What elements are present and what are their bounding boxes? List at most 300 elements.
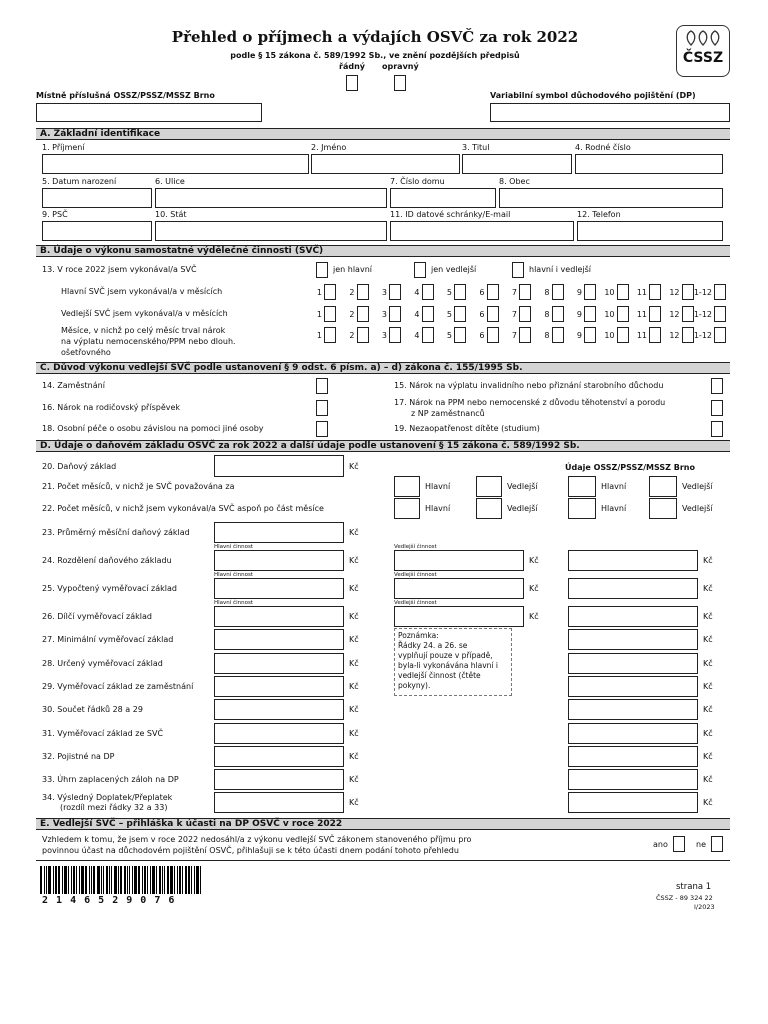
r20-kc: Kč <box>349 462 359 471</box>
ossz-field[interactable] <box>36 103 262 122</box>
barcode-bar <box>58 866 60 894</box>
r22-hlavni-label: Hlavní <box>425 504 451 513</box>
ossz-r33-kc: Kč <box>703 775 713 784</box>
r21-vedlejsi-label: Vedlejší <box>507 482 538 491</box>
ossz-r26-field[interactable] <box>568 606 698 627</box>
ossz-r30-field[interactable] <box>568 699 698 720</box>
prijmeni-field[interactable] <box>42 154 309 174</box>
r21-vedlejsi-field[interactable] <box>476 476 502 497</box>
r25-label: 25. Vypočtený vyměřovací základ <box>42 584 177 593</box>
month-checkbox-vedlejsi[interactable] <box>714 306 726 322</box>
barcode-bar <box>79 866 80 894</box>
r21-ossz-hlavni-field[interactable] <box>568 476 596 497</box>
nemocenske-mesice-label-3: ošetřovného <box>61 348 111 357</box>
barcode-bar <box>150 866 151 894</box>
vedlejsi-mesice-label: Vedlejší SVČ jsem vykonával/a v měsících <box>61 309 228 318</box>
month-checkbox-vedlejsi[interactable] <box>487 306 499 322</box>
r34-field[interactable] <box>214 792 344 813</box>
month-label-vedlejsi: 1 <box>316 310 322 319</box>
month-checkbox-hlavni[interactable] <box>357 284 369 300</box>
month-label-hlavni: 1-12 <box>693 288 712 297</box>
month-label-nemocenske: 1 <box>316 331 322 340</box>
jen-vedlejsi-label: jen vedlejší <box>431 265 477 274</box>
ne-label: ne <box>696 840 706 849</box>
section-d-header: D. Údaje o daňovém základu OSVČ za rok 2022 a další údaje podle ustanovení § 15 zákona č. 589/1992 Sb. <box>36 440 730 452</box>
r31-kc: Kč <box>349 729 359 738</box>
cssz-logo <box>676 25 730 77</box>
barcode-bar <box>194 866 195 894</box>
r22-ossz-hlavni-field[interactable] <box>568 498 596 519</box>
barcode-bar <box>162 866 163 894</box>
month-label-nemocenske: 1-12 <box>693 331 712 340</box>
barcode-bar <box>179 866 181 894</box>
month-label-hlavni: 9 <box>576 288 582 297</box>
month-checkbox-vedlejsi[interactable] <box>649 306 661 322</box>
r21-ossz-vedlejsi-label: Vedlejší <box>682 482 713 491</box>
month-checkbox-nemocenske[interactable] <box>324 327 336 343</box>
r34-kc: Kč <box>349 798 359 807</box>
r21-hlavni-field[interactable] <box>394 476 420 497</box>
form-subtitle: podle § 15 zákona č. 589/1992 Sb., ve znění pozdějších předpisů <box>230 51 520 60</box>
radny-checkbox[interactable] <box>346 75 358 91</box>
r21-label: 21. Počet měsíců, v nichž je SVČ považována za <box>42 482 235 491</box>
barcode-bar <box>48 866 51 894</box>
month-checkbox-nemocenske[interactable] <box>552 327 564 343</box>
barcode-bar <box>127 866 128 894</box>
barcode-bar <box>134 866 137 894</box>
ossz-r28-kc: Kč <box>703 659 713 668</box>
month-checkbox-vedlejsi[interactable] <box>584 306 596 322</box>
logo-text: ČSSZ <box>682 50 724 66</box>
ulice-field[interactable] <box>155 188 387 208</box>
month-label-vedlejsi: 8 <box>544 310 550 319</box>
ossz-r31-field[interactable] <box>568 723 698 744</box>
r27-field[interactable] <box>214 629 344 650</box>
ossz-r28-field[interactable] <box>568 653 698 674</box>
barcode-bar <box>64 866 67 894</box>
label-prijmeni: 1. Příjmení <box>42 143 85 152</box>
cislo-domu-field[interactable] <box>390 188 496 208</box>
month-label-hlavni: 5 <box>446 288 452 297</box>
r29-field[interactable] <box>214 676 344 697</box>
month-checkbox-hlavni[interactable] <box>552 284 564 300</box>
month-checkbox-nemocenske[interactable] <box>649 327 661 343</box>
titul-field[interactable] <box>462 154 572 174</box>
barcode-bar <box>106 866 108 894</box>
barcode-bar <box>144 866 146 894</box>
r33-label: 33. Úhrn zaplacených záloh na DP <box>42 775 179 784</box>
ossz-r34-kc: Kč <box>703 798 713 807</box>
month-label-hlavni: 3 <box>381 288 387 297</box>
label-datum-narozeni: 5. Datum narození <box>42 177 117 186</box>
ossz-r27-kc: Kč <box>703 635 713 644</box>
r21-ossz-vedlejsi-field[interactable] <box>649 476 677 497</box>
month-checkbox-hlavni[interactable] <box>324 284 336 300</box>
barcode-bar <box>164 866 165 894</box>
label-obec: 8. Obec <box>499 177 530 186</box>
month-checkbox-nemocenske[interactable] <box>487 327 499 343</box>
barcode-bar <box>91 866 92 894</box>
month-checkbox-vedlejsi[interactable] <box>519 306 531 322</box>
note-line: Řádky 24. a 26. se <box>398 641 468 650</box>
month-label-nemocenske: 11 <box>636 331 647 340</box>
barcode-bar <box>81 866 84 894</box>
c16-label: 16. Nárok na rodičovský příspěvek <box>42 403 181 412</box>
month-checkbox-hlavni[interactable] <box>487 284 499 300</box>
r23-kc: Kč <box>349 528 359 537</box>
opravny-label: opravný <box>382 62 419 71</box>
month-label-hlavni: 1 <box>316 288 322 297</box>
jen-vedlejsi-checkbox[interactable] <box>414 262 426 278</box>
month-label-hlavni: 10 <box>604 288 615 297</box>
stat-field[interactable] <box>155 221 387 241</box>
barcode-bar <box>89 866 90 894</box>
month-label-vedlejsi: 11 <box>636 310 647 319</box>
r24-hlavni-caption: Hlavní činnost <box>214 544 253 550</box>
month-label-nemocenske: 8 <box>544 331 550 340</box>
month-label-hlavni: 2 <box>349 288 355 297</box>
r22-label: 22. Počet měsíců, v nichž jsem vykonával/a SVČ aspoň po část měsíce <box>42 504 324 513</box>
form-version: I/2023 <box>694 903 715 911</box>
barcode-bar <box>73 866 75 894</box>
ossz-r32-kc: Kč <box>703 752 713 761</box>
month-checkbox-hlavni[interactable] <box>454 284 466 300</box>
month-label-hlavni: 8 <box>544 288 550 297</box>
barcode-bar <box>93 866 95 894</box>
r22-ossz-vedlejsi-field[interactable] <box>649 498 677 519</box>
r21-ossz-hlavni-label: Hlavní <box>601 482 627 491</box>
label-stat: 10. Stát <box>155 210 187 219</box>
c14-checkbox[interactable] <box>316 378 328 394</box>
c18-label: 18. Osobní péče o osobu závislou na pomoci jiné osoby <box>42 424 264 433</box>
section-c-header: C. Důvod výkonu vedlejší SVČ podle ustanovení § 9 odst. 6 písm. a) – d) zákona č. 155/1995 Sb. <box>36 362 730 374</box>
barcode-bar <box>71 866 72 894</box>
month-label-vedlejsi: 9 <box>576 310 582 319</box>
r22-vedlejsi-field[interactable] <box>476 498 502 519</box>
ossz-r33-field[interactable] <box>568 769 698 790</box>
barcode-bar <box>114 866 117 894</box>
r24-vedlejsi-caption: Vedlejší činnost <box>394 544 437 550</box>
section-b-header: B. Údaje o výkonu samostatné výdělečné činnosti (SVČ) <box>36 245 730 257</box>
month-checkbox-vedlejsi[interactable] <box>357 306 369 322</box>
month-checkbox-nemocenske[interactable] <box>357 327 369 343</box>
section-e-header: E. Vedlejší SVČ – přihláška k účasti na DP OSVČ v roce 2022 <box>36 818 730 830</box>
form-title: Přehled o příjmech a výdajích OSVČ za rok 2022 <box>171 28 579 46</box>
r22-vedlejsi-label: Vedlejší <box>507 504 538 513</box>
ossz-r30-kc: Kč <box>703 705 713 714</box>
c17-label-1: 17. Nárok na PPM nebo nemocenské z důvodu těhotenství a porodu <box>394 398 666 407</box>
page-number: strana 1 <box>676 882 712 892</box>
label-ulice: 6. Ulice <box>155 177 185 186</box>
month-label-vedlejsi: 3 <box>381 310 387 319</box>
r23-field[interactable] <box>214 522 344 543</box>
note-line: vedlejší činnost (čtěte <box>398 671 481 680</box>
barcode-bar <box>174 866 175 894</box>
barcode-bar <box>44 866 45 894</box>
ossz-r25-kc: Kč <box>703 584 713 593</box>
r32-label: 32. Pojistné na DP <box>42 752 115 761</box>
month-checkbox-nemocenske[interactable] <box>454 327 466 343</box>
r25-vedlejsi-field[interactable] <box>394 578 524 599</box>
psc-field[interactable] <box>42 221 152 241</box>
jmeno-field[interactable] <box>311 154 460 174</box>
ossz-r34-field[interactable] <box>568 792 698 813</box>
c19-checkbox[interactable] <box>711 421 723 437</box>
month-checkbox-vedlejsi[interactable] <box>324 306 336 322</box>
barcode-bar <box>76 866 77 894</box>
ano-label: ano <box>653 840 668 849</box>
variabilni-field[interactable] <box>490 103 730 122</box>
barcode-bar <box>124 866 126 894</box>
month-label-hlavni: 7 <box>511 288 517 297</box>
barcode-bar <box>109 866 110 894</box>
month-checkbox-vedlejsi[interactable] <box>454 306 466 322</box>
barcode-bar <box>177 866 178 894</box>
barcode-bar <box>55 866 57 894</box>
r24-vedlejsi-kc: Kč <box>529 556 539 565</box>
barcode-bar <box>152 866 155 894</box>
r22-hlavni-field[interactable] <box>394 498 420 519</box>
month-label-vedlejsi: 5 <box>446 310 452 319</box>
month-label-vedlejsi: 12 <box>669 310 680 319</box>
month-checkbox-nemocenske[interactable] <box>714 327 726 343</box>
barcode-bar <box>196 866 199 894</box>
r24-label: 24. Rozdělení daňového základu <box>42 556 172 565</box>
label-psc: 9. PSČ <box>42 210 68 219</box>
barcode-bar <box>120 866 122 894</box>
hlavni-i-vedlejsi-checkbox[interactable] <box>512 262 524 278</box>
barcode-bar <box>191 866 192 894</box>
datova-schranka-field[interactable] <box>390 221 574 241</box>
e-text-2: povinnou účast na důchodovém pojištění OSVČ, přihlašuji se k této účasti dnem podání tohoto přehledu <box>42 846 459 855</box>
radny-label: řádný <box>339 62 365 71</box>
month-checkbox-hlavni[interactable] <box>617 284 629 300</box>
month-label-hlavni: 4 <box>414 288 420 297</box>
month-checkbox-hlavni[interactable] <box>519 284 531 300</box>
ossz-r31-kc: Kč <box>703 729 713 738</box>
r33-kc: Kč <box>349 775 359 784</box>
c17-checkbox[interactable] <box>711 400 723 416</box>
r26-label: 26. Dílčí vyměřovací základ <box>42 612 152 621</box>
r29-label: 29. Vyměřovací základ ze zaměstnání <box>42 682 194 691</box>
r26-hlavni-field[interactable] <box>214 606 344 627</box>
r30-label: 30. Součet řádků 28 a 29 <box>42 705 143 714</box>
label-datova-schranka: 11. ID datové schránky/E-mail <box>390 210 511 219</box>
r30-field[interactable] <box>214 699 344 720</box>
c17-label-2: z NP zaměstnanců <box>411 409 485 418</box>
r26-vedlejsi-kc: Kč <box>529 612 539 621</box>
label-cislo-domu: 7. Číslo domu <box>390 177 445 186</box>
r25-hlavni-field[interactable] <box>214 578 344 599</box>
r33-field[interactable] <box>214 769 344 790</box>
ossz-r29-field[interactable] <box>568 676 698 697</box>
udaje-ossz-label: Údaje OSSZ/PSSZ/MSSZ Brno <box>565 463 695 472</box>
r25-vedlejsi-kc: Kč <box>529 584 539 593</box>
barcode-bar <box>182 866 183 894</box>
month-label-vedlejsi: 4 <box>414 310 420 319</box>
barcode-bar <box>142 866 143 894</box>
barcode-bar <box>53 866 54 894</box>
rodne-cislo-field[interactable] <box>575 154 723 174</box>
r28-field[interactable] <box>214 653 344 674</box>
month-checkbox-vedlejsi[interactable] <box>617 306 629 322</box>
month-checkbox-vedlejsi[interactable] <box>552 306 564 322</box>
r32-kc: Kč <box>349 752 359 761</box>
barcode-bar <box>40 866 42 894</box>
r24-vedlejsi-field[interactable] <box>394 550 524 571</box>
month-checkbox-hlavni[interactable] <box>714 284 726 300</box>
month-label-nemocenske: 7 <box>511 331 517 340</box>
ossz-r24-kc: Kč <box>703 556 713 565</box>
jen-hlavni-checkbox[interactable] <box>316 262 328 278</box>
barcode <box>40 866 203 894</box>
month-checkbox-nemocenske[interactable] <box>389 327 401 343</box>
month-label-vedlejsi: 6 <box>479 310 485 319</box>
r22-ossz-vedlejsi-label: Vedlejší <box>682 504 713 513</box>
section-e-bottom-line <box>36 860 730 861</box>
month-label-nemocenske: 12 <box>669 331 680 340</box>
month-label-hlavni: 11 <box>636 288 647 297</box>
r28-kc: Kč <box>349 659 359 668</box>
ossz-r32-field[interactable] <box>568 746 698 767</box>
barcode-bar <box>188 866 190 894</box>
nemocenske-mesice-label-1: Měsíce, v nichž po celý měsíc trval nárok <box>61 326 226 335</box>
month-label-vedlejsi: 7 <box>511 310 517 319</box>
month-checkbox-nemocenske[interactable] <box>519 327 531 343</box>
r25-hlavni-kc: Kč <box>349 584 359 593</box>
barcode-bar <box>156 866 157 894</box>
r31-label: 31. Vyměřovací základ ze SVČ <box>42 729 164 738</box>
datum-narozeni-field[interactable] <box>42 188 152 208</box>
barcode-bar <box>118 866 119 894</box>
ano-checkbox[interactable] <box>673 836 685 852</box>
month-checkbox-nemocenske[interactable] <box>584 327 596 343</box>
r20-label: 20. Daňový základ <box>42 462 117 471</box>
r28-label: 28. Určený vyměřovací základ <box>42 659 163 668</box>
month-label-nemocenske: 3 <box>381 331 387 340</box>
jen-hlavni-label: jen hlavní <box>333 265 372 274</box>
opravny-checkbox[interactable] <box>394 75 406 91</box>
month-label-nemocenske: 10 <box>604 331 615 340</box>
ossz-label: Místně příslušná OSSZ/PSSZ/MSSZ Brno <box>36 91 215 100</box>
r26-vedlejsi-field[interactable] <box>394 606 524 627</box>
hlavni-mesice-label: Hlavní SVČ jsem vykonával/a v měsících <box>61 287 223 296</box>
r26-vedlejsi-caption: Vedlejší činnost <box>394 600 437 606</box>
month-label-nemocenske: 2 <box>349 331 355 340</box>
r23-label: 23. Průměrný měsíční daňový základ <box>42 528 190 537</box>
month-label-nemocenske: 4 <box>414 331 420 340</box>
barcode-bar <box>185 866 187 894</box>
ne-checkbox[interactable] <box>711 836 723 852</box>
note-line: pokyny). <box>398 681 431 690</box>
variabilni-label: Variabilní symbol důchodového pojištění (DP) <box>490 91 696 100</box>
note-box <box>394 628 512 696</box>
barcode-bar <box>167 866 169 894</box>
r25-vedlejsi-caption: Vedlejší činnost <box>394 572 437 578</box>
ossz-r27-field[interactable] <box>568 629 698 650</box>
barcode-bar <box>101 866 102 894</box>
ossz-r25-field[interactable] <box>568 578 698 599</box>
r27-label: 27. Minimální vyměřovací základ <box>42 635 174 644</box>
r20-field[interactable] <box>214 455 344 477</box>
r26-hlavni-caption: Hlavní činnost <box>214 600 253 606</box>
r21-hlavni-label: Hlavní <box>425 482 451 491</box>
month-label-vedlejsi: 1-12 <box>693 310 712 319</box>
label-telefon: 12. Telefon <box>577 210 621 219</box>
barcode-bar <box>132 866 133 894</box>
nemocenske-mesice-label-2: na výplatu nemocenského/PPM nebo dlouh. <box>61 337 236 346</box>
c16-checkbox[interactable] <box>316 400 328 416</box>
month-checkbox-hlavni[interactable] <box>389 284 401 300</box>
month-label-vedlejsi: 2 <box>349 310 355 319</box>
note-line: Poznámka: <box>398 631 439 640</box>
r34-label-1: 34. Výsledný Doplatek/Přeplatek <box>42 793 173 802</box>
c14-label: 14. Zaměstnání <box>42 381 105 390</box>
r24-hlavni-kc: Kč <box>349 556 359 565</box>
barcode-bar <box>200 866 201 894</box>
label-titul: 3. Titul <box>462 143 490 152</box>
barcode-bar <box>97 866 100 894</box>
telefon-field[interactable] <box>577 221 723 241</box>
barcode-bar <box>170 866 173 894</box>
barcode-bar <box>159 866 161 894</box>
barcode-number: 2 1 4 6 5 2 9 0 7 6 <box>42 895 176 906</box>
e-text-1: Vzhledem k tomu, že jsem v roce 2022 nedosáhl/a z výkonu vedlejší SVČ zákonem stanoveného příjmu pro <box>42 835 472 844</box>
month-checkbox-vedlejsi[interactable] <box>422 306 434 322</box>
leaf-icon <box>683 29 723 47</box>
r32-field[interactable] <box>214 746 344 767</box>
ossz-r24-field[interactable] <box>568 550 698 571</box>
barcode-bar <box>147 866 148 894</box>
barcode-bar <box>103 866 104 894</box>
hlavni-i-vedlejsi-label: hlavní i vedlejší <box>529 265 592 274</box>
r26-hlavni-kc: Kč <box>349 612 359 621</box>
barcode-bar <box>62 866 63 894</box>
r31-field[interactable] <box>214 723 344 744</box>
label-jmeno: 2. Jméno <box>311 143 347 152</box>
barcode-bar <box>68 866 69 894</box>
label-rodne-cislo: 4. Rodné číslo <box>575 143 631 152</box>
r22-ossz-hlavni-label: Hlavní <box>601 504 627 513</box>
month-label-vedlejsi: 10 <box>604 310 615 319</box>
note-line: vyplňují pouze v případě, <box>398 651 493 660</box>
month-label-nemocenske: 9 <box>576 331 582 340</box>
c18-checkbox[interactable] <box>316 421 328 437</box>
month-checkbox-nemocenske[interactable] <box>422 327 434 343</box>
month-label-nemocenske: 6 <box>479 331 485 340</box>
r30-kc: Kč <box>349 705 359 714</box>
month-checkbox-vedlejsi[interactable] <box>389 306 401 322</box>
barcode-bar <box>85 866 87 894</box>
r24-hlavni-field[interactable] <box>214 550 344 571</box>
r34-label-2: (rozdíl mezi řádky 32 a 33) <box>60 803 168 812</box>
r25-hlavni-caption: Hlavní činnost <box>214 572 253 578</box>
month-checkbox-nemocenske[interactable] <box>617 327 629 343</box>
month-checkbox-hlavni[interactable] <box>422 284 434 300</box>
month-checkbox-hlavni[interactable] <box>649 284 661 300</box>
month-label-hlavni: 6 <box>479 288 485 297</box>
r27-kc: Kč <box>349 635 359 644</box>
month-label-hlavni: 12 <box>669 288 680 297</box>
month-label-nemocenske: 5 <box>446 331 452 340</box>
barcode-bar <box>111 866 112 894</box>
barcode-bar <box>138 866 140 894</box>
form-code: ČSSZ - 89 324 22 <box>656 894 713 902</box>
c15-label: 15. Nárok na výplatu invalidního nebo přiznání starobního důchodu <box>394 381 664 390</box>
obec-field[interactable] <box>499 188 723 208</box>
month-checkbox-hlavni[interactable] <box>584 284 596 300</box>
c15-checkbox[interactable] <box>711 378 723 394</box>
